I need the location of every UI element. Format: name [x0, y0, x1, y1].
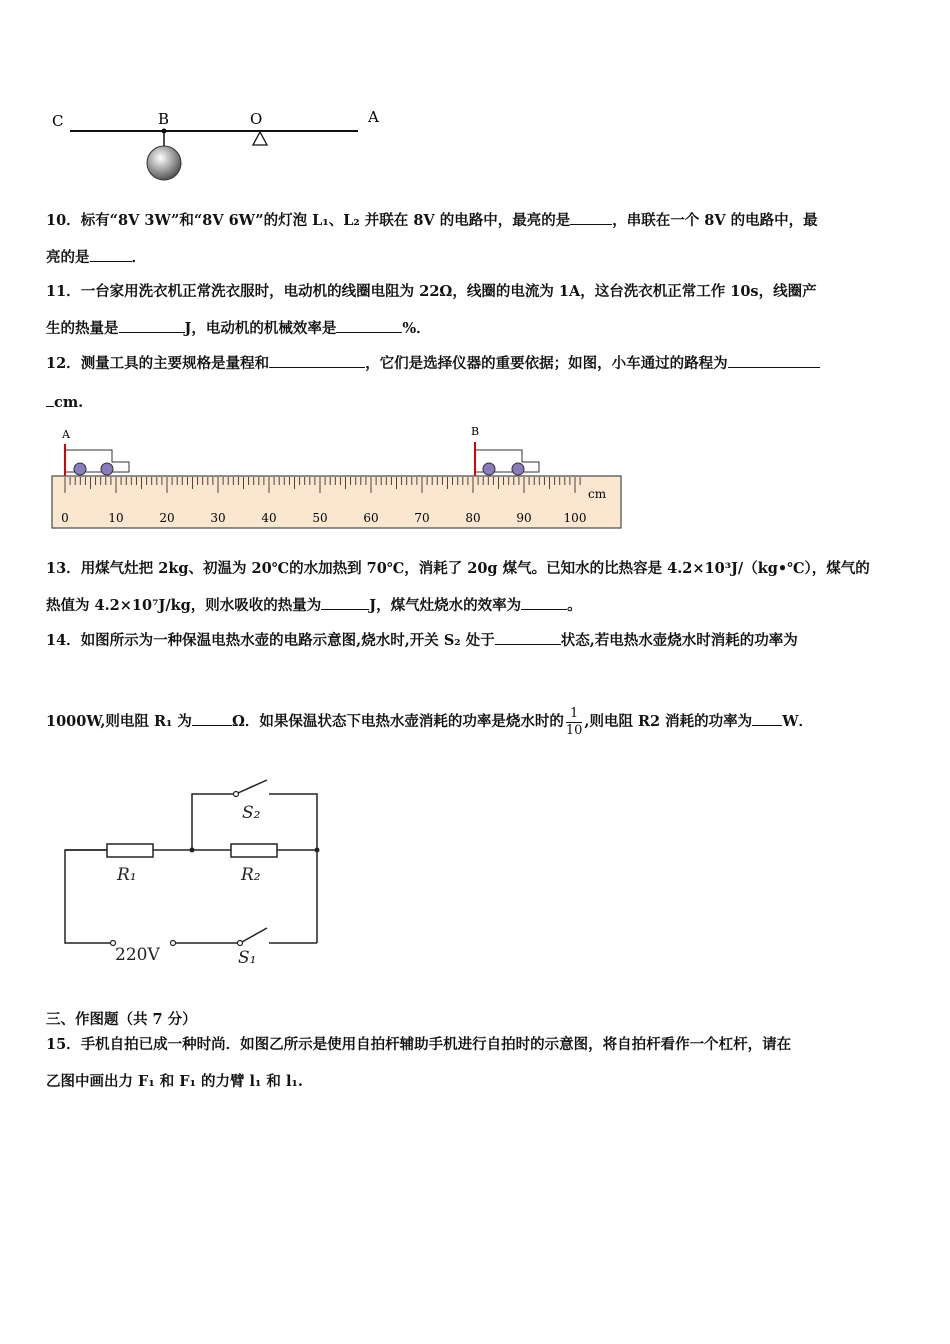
fraction-numerator: 1 [566, 706, 583, 723]
terminal-right [171, 941, 176, 946]
ruler-tick-label: 10 [108, 511, 124, 525]
q12-blank-2[interactable] [728, 353, 820, 368]
ruler-tick-label: 100 [563, 511, 587, 525]
ruler-tick-label: 70 [414, 511, 430, 525]
circuit-figure [55, 770, 335, 970]
q10-text-1: 标有“8V 3W”和“8V 6W”的灯泡 L₁、L₂ 并联在 8V 的电路中，最亮的是 [80, 212, 571, 229]
s2-contact-left [234, 792, 239, 797]
ruler-tick-label: 0 [61, 511, 69, 525]
q15-number: 15． [46, 1036, 81, 1053]
switch-s2-blade [238, 780, 267, 793]
q12-text-1-mid: ，它们是选择仪器的重要依据；如图，小车通过的路程为 [365, 355, 728, 372]
q11-text-2-tail: %． [402, 320, 431, 337]
label-s2: S₂ [242, 803, 261, 823]
question-10 [46, 203, 906, 239]
q10-blank-2[interactable] [90, 247, 132, 262]
label-r2: R₂ [241, 865, 261, 885]
q13-number: 13． [46, 560, 81, 577]
fulcrum-triangle [253, 132, 267, 145]
q14-text-2-mid2: ,则电阻 R2 消耗的功率为 [584, 713, 753, 730]
q13-text-2: 热值为 4.2×10⁷J/kg，则水吸收的热量为 [46, 597, 322, 614]
q10-text-1-tail: ，串联在一个 8V 的电路中，最 [612, 212, 818, 229]
fraction-denominator: 10 [565, 722, 583, 738]
q10-text-2: 亮的是 [46, 249, 90, 266]
car-a [65, 444, 129, 476]
wire-left [65, 850, 110, 943]
ruler-figure [50, 424, 625, 532]
question-11 [46, 274, 906, 310]
q12-blank-2-cont[interactable] [46, 392, 54, 407]
q11-blank-2[interactable] [336, 318, 402, 333]
question-13 [46, 551, 906, 587]
q11-text-2-mid: J，电动机的机械效率是 [184, 320, 337, 337]
car-b [475, 442, 539, 476]
q13-text-2-mid: J，煤气灶烧水的效率为 [369, 597, 522, 614]
label-r1: R₁ [117, 865, 137, 885]
question-14 [46, 623, 906, 659]
q11-number: 11． [46, 283, 81, 300]
ruler-tick-label: 90 [516, 511, 532, 525]
q13-text-1: 用煤气灶把 2kg、初温为 20℃的水加热到 70℃，消耗了 20g 煤气。已知水的比热容是 4.2×10³J/（kg•℃），煤气的 [80, 560, 870, 577]
q14-blank-3[interactable] [752, 711, 782, 726]
q14-text-2: 1000W,则电阻 R₁ 为 [46, 713, 192, 730]
section-3-text: 三、作图题（共 7 分） [46, 1011, 197, 1028]
question-10-line-2 [46, 240, 906, 276]
ruler-tick-label: 30 [210, 511, 226, 525]
label-220v: 220V [115, 945, 160, 965]
ruler-tick-label: 20 [159, 511, 175, 525]
lever-label-o: O [250, 110, 263, 128]
lever-label-c: C [52, 112, 64, 130]
switch-s1-blade [242, 928, 267, 942]
ruler-unit: cm [588, 487, 607, 501]
lever-label-b: B [158, 110, 170, 128]
q12-blank-1[interactable] [269, 353, 365, 368]
q10-text-2-tail: ． [131, 249, 146, 266]
car-b-label: B [471, 425, 480, 438]
q11-text-1: 一台家用洗衣机正常洗衣服时，电动机的线圈电阻为 22Ω，线圈的电流为 1A，这台洗衣机正常工作 10s，线圈产 [80, 283, 817, 300]
q15-text-2: 乙图中画出力 F₁ 和 F₁ 的力臂 l₁ 和 l₁. [46, 1073, 303, 1090]
question-14-line-2 [46, 697, 906, 747]
s1-contact-left [238, 941, 243, 946]
q14-blank-2[interactable] [192, 711, 232, 726]
resistor-r1 [107, 844, 153, 857]
q13-blank-1[interactable] [321, 595, 369, 610]
q12-text-2-tail: cm. [54, 394, 84, 411]
ruler-tick-label: 50 [312, 511, 328, 525]
lever-figure [40, 100, 400, 190]
question-12 [46, 346, 906, 382]
q10-blank-1[interactable] [570, 210, 612, 225]
wire-s2-left [192, 794, 233, 850]
fraction-one-tenth [566, 706, 583, 739]
ruler-tick-label: 80 [465, 511, 481, 525]
q14-text-2-mid: Ω．如果保温状态下电热水壶消耗的功率是烧水时的 [231, 713, 564, 730]
question-15 [46, 1027, 906, 1063]
q14-text-2-tail: W． [782, 713, 813, 730]
question-13-line-2 [46, 588, 906, 624]
q11-text-2: 生的热量是 [46, 320, 119, 337]
car-a-label: A [62, 428, 70, 441]
label-s1: S₁ [238, 948, 257, 968]
q13-text-2-tail: 。 [567, 597, 582, 614]
q13-blank-2[interactable] [521, 595, 567, 610]
q11-blank-1[interactable] [119, 318, 185, 333]
q12-text-1: 测量工具的主要规格是量程和 [80, 355, 270, 372]
question-11-line-2 [46, 311, 906, 347]
wire-s2-right [269, 794, 317, 943]
q14-text-1: 如图所示为一种保温电热水壶的电路示意图,烧水时,开关 S₂ 处于 [80, 632, 495, 649]
q14-number: 14． [46, 632, 81, 649]
q12-number: 12． [46, 355, 81, 372]
q15-text-1: 手机自拍已成一种时尚．如图乙所示是使用自拍杆辅助手机进行自拍时的示意图，将自拍杆看作一个杠杆，请在 [80, 1036, 792, 1053]
q14-text-1-tail: 状态,若电热水壶烧水时消耗的功率为 [560, 632, 798, 649]
resistor-r2 [231, 844, 277, 857]
question-12-line-2 [46, 385, 906, 421]
ruler-tick-label: 60 [363, 511, 379, 525]
lever-label-a: A [368, 108, 379, 126]
ruler-tick-label: 40 [261, 511, 277, 525]
q14-blank-1[interactable] [495, 630, 561, 645]
ruler-body [52, 476, 621, 528]
weight-ball [147, 146, 181, 180]
question-15-line-2 [46, 1064, 906, 1100]
q10-number: 10． [46, 212, 81, 229]
